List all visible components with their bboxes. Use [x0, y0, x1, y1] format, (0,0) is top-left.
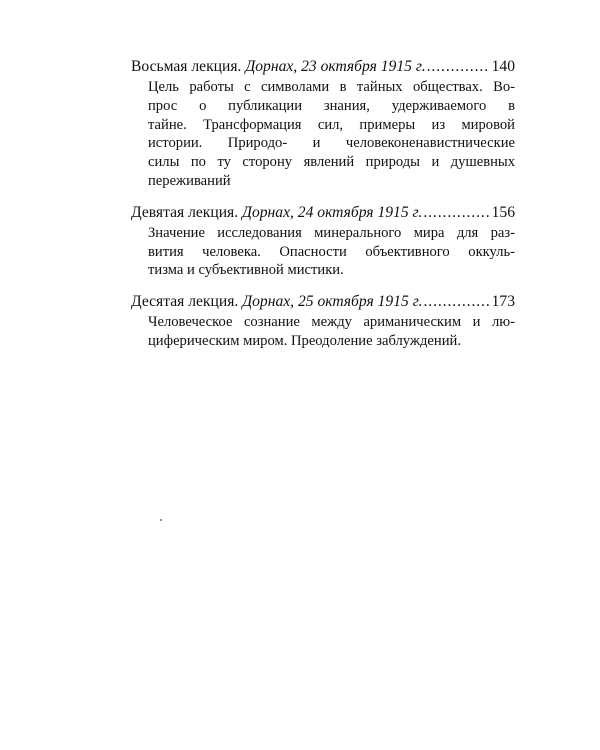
toc-entry-lecture-10	[131, 292, 515, 351]
summary-line: переживаний	[148, 172, 231, 189]
lecture-summary	[148, 313, 515, 351]
toc-entry-lecture-8	[131, 57, 515, 191]
lecture-summary	[148, 224, 515, 280]
summary-line: истории. Природо- и человеконенавистнические	[148, 135, 515, 152]
summary-line: силы по ту сторону явлений природы и душевных	[148, 154, 515, 171]
lecture-place-date: Дорнах, 23 октября 1915 г.	[245, 58, 426, 75]
lecture-summary	[148, 78, 515, 191]
page-number: 156	[491, 203, 515, 221]
toc-entry-heading	[131, 57, 515, 77]
page-number: 140	[491, 58, 515, 75]
summary-line: прос о публикации знания, удерживаемого в	[148, 97, 515, 114]
lecture-title: Девятая лекция.	[131, 203, 239, 221]
summary-line: Значение исследования минерального мира для раз-	[148, 224, 515, 241]
lecture-title: Восьмая лекция.	[131, 58, 242, 75]
toc-entry-heading	[131, 203, 515, 223]
summary-line: тайне. Трансформация сил, примеры из мировой	[148, 116, 515, 133]
toc-entry-heading	[131, 292, 515, 312]
summary-line: циферическим миром. Преодоление заблуждений.	[148, 332, 461, 349]
lecture-place-date: Дорнах, 24 октября 1915 г.	[242, 203, 423, 221]
lecture-place-date: Дорнах, 25 октября 1915 г.	[242, 293, 423, 311]
dot-leader	[423, 203, 488, 223]
toc-entry-lecture-9	[131, 203, 515, 280]
table-of-contents	[131, 57, 515, 363]
summary-line: Цель работы с символами в тайных обществах. Во-	[148, 79, 515, 95]
dot-leader	[423, 292, 488, 312]
dot-leader	[427, 57, 489, 77]
page-number: 173	[491, 293, 515, 311]
summary-line: Человеческое сознание между ариманическим и лю-	[148, 314, 515, 331]
lecture-title: Десятая лекция.	[131, 293, 239, 311]
summary-line: вития человека. Опасности объективного оккуль-	[148, 243, 515, 260]
summary-line: тизма и субъективной мистики.	[148, 262, 344, 279]
paper-speck	[160, 519, 162, 521]
